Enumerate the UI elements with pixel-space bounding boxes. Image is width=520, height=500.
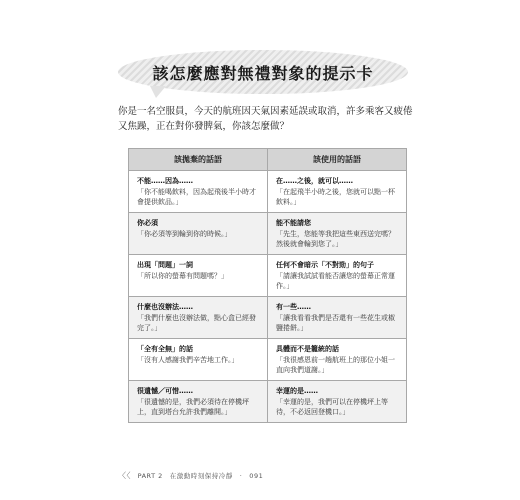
table-row: [129, 171, 407, 213]
avoid-cell: [129, 213, 268, 255]
use-cell: [268, 381, 407, 423]
use-example: 「我很感恩前一趟航班上的那位小姐一直向我們道謝。」: [276, 355, 395, 374]
table-row: [129, 213, 407, 255]
use-example: 「幸運的是，我們可以在停機坪上等待，不必返回登機口。」: [276, 397, 388, 416]
avoid-cell: [129, 297, 268, 339]
use-example: 「在起飛半小時之後，您就可以點一杯飲料。」: [276, 187, 395, 206]
avoid-phrase: 「全有全無」的話: [137, 345, 193, 353]
speech-bubble-tail: [150, 86, 166, 98]
avoid-example: 「我們什麼也沒辦法做，點心盒已經發完了。」: [137, 313, 256, 332]
header-avoid: 該拋棄的話語: [129, 149, 268, 171]
use-phrase: 幸運的是……: [276, 387, 318, 395]
use-phrase: 任何不會暗示「不對勁」的句子: [276, 261, 374, 269]
avoid-phrase: 什麼也沒辦法……: [137, 303, 193, 311]
avoid-phrase: 不能……因為……: [137, 177, 193, 185]
avoid-example: 「你不能喝飲料，因為起飛後半小時才會提供飲品。」: [137, 187, 256, 206]
page-footer: [118, 470, 263, 481]
use-cell: [268, 339, 407, 381]
use-example: 「先生，您能等我把這些東西送完嗎？然後就會輪到您了。」: [276, 229, 395, 248]
phrase-table: [128, 148, 407, 423]
use-phrase: 能不能請您: [276, 219, 311, 227]
avoid-phrase: 你必須: [137, 219, 158, 227]
footer-text: PART 2 在激動時刻保持冷靜 ‧ 091: [137, 472, 264, 480]
use-cell: [268, 255, 407, 297]
intro-paragraph: 你是一名空服員，今天的航班因天氣因素延誤或取消，許多乘客又疲倦又焦躁，正在對你發脾氣，你該怎麼做？: [118, 106, 413, 132]
avoid-phrase: 出現「問題」一詞: [137, 261, 193, 269]
table-row: [129, 255, 407, 297]
avoid-cell: [129, 255, 268, 297]
avoid-example: 「你必須等到輪到你的時候。」: [137, 229, 232, 238]
use-phrase: 在……之後，就可以……: [276, 177, 353, 185]
use-cell: [268, 171, 407, 213]
page-title: 該怎麼應對無禮對象的提示卡: [152, 63, 374, 83]
chapter-mark-icon: 〈〈: [118, 471, 131, 480]
use-cell: [268, 213, 407, 255]
avoid-example: 「沒有人感謝我們辛苦地工作。」: [137, 355, 239, 364]
use-phrase: 具體而不是籠統的話: [276, 345, 339, 353]
avoid-cell: [129, 171, 268, 213]
use-example: 「讓我看看我們是否還有一些花生或椒鹽捲餅。」: [276, 313, 395, 332]
table-row: [129, 381, 407, 423]
use-phrase: 有一些……: [276, 303, 311, 311]
avoid-cell: [129, 381, 268, 423]
header-use: 該使用的話語: [268, 149, 407, 171]
use-cell: [268, 297, 407, 339]
avoid-example: 「很遺憾的是，我們必須待在停機坪上，直到塔台允許我們離開。」: [137, 397, 249, 416]
avoid-cell: [129, 339, 268, 381]
use-example: 「請讓我試試看能否讓您的螢幕正常運作。」: [276, 271, 395, 290]
table-row: [129, 297, 407, 339]
avoid-phrase: 很遺憾／可惜……: [137, 387, 193, 395]
table-row: [129, 339, 407, 381]
table-header-row: [129, 149, 407, 171]
avoid-example: 「所以你的螢幕有問題嗎？」: [137, 271, 228, 280]
